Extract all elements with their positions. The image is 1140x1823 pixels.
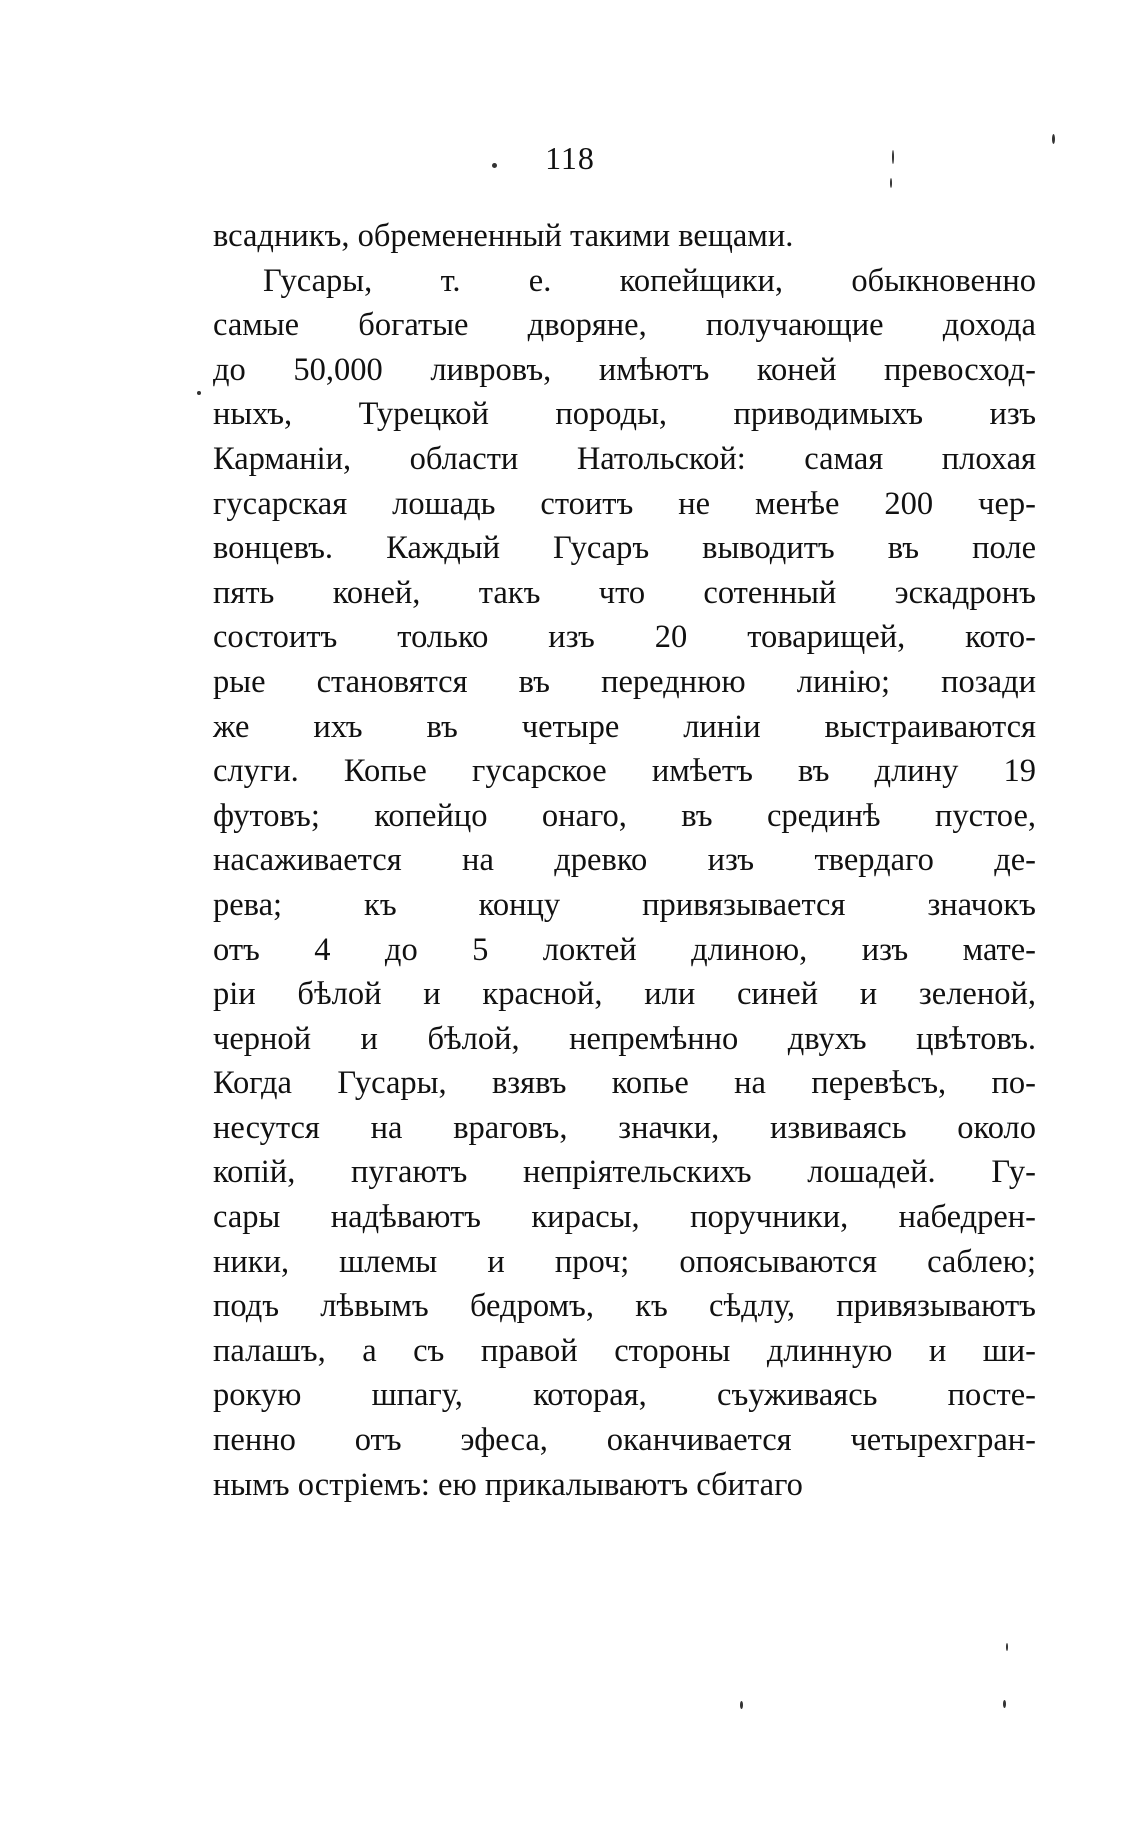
text-line: же ихъ въ четыре линіи выстраиваются <box>213 708 1036 745</box>
text-line: нымъ остріемъ: ею прикалываютъ сбитаго <box>213 1466 803 1503</box>
text-line: состоитъ только изъ 20 товарищей, кото- <box>213 619 1036 656</box>
text-line: рокую шпагу, которая, съуживаясь посте- <box>213 1377 1036 1414</box>
text-line: самые богатые дворяне, получающие дохода <box>213 307 1036 344</box>
text-line: всадникъ, обремененный такими вещами. <box>213 218 794 254</box>
text-line: черной и бѣлой, непремѣнно двухъ цвѣтовъ. <box>213 1020 1036 1057</box>
scan-speck <box>492 163 497 168</box>
text-line: футовъ; копейцо онаго, въ срединѣ пустое, <box>213 797 1036 834</box>
text-line: Когда Гусары, взявъ копье на перевѣсъ, по- <box>213 1065 1036 1102</box>
scan-speck <box>890 178 892 188</box>
text-line: отъ 4 до 5 локтей длиною, изъ мате- <box>213 931 1036 968</box>
text-line: пенно отъ эфеса, оканчивается четырехгран- <box>213 1422 1036 1459</box>
scan-speck <box>197 391 201 395</box>
scan-speck <box>1052 134 1055 144</box>
scan-speck <box>892 150 894 164</box>
text-line: сары надѣваютъ кирасы, поручники, набедрен- <box>213 1199 1036 1236</box>
text-line: рева; къ концу привязывается значокъ <box>213 886 1036 923</box>
text-line: пять коней, такъ что сотенный эскадронъ <box>213 574 1036 611</box>
scan-speck <box>1003 1700 1006 1708</box>
page-number: 118 <box>545 140 595 176</box>
text-line: до 50,000 ливровъ, имѣютъ коней превосход- <box>213 351 1036 388</box>
text-line: подъ лѣвымъ бедромъ, къ сѣдлу, привязываютъ <box>213 1288 1036 1325</box>
text-line: Карманіи, области Натольской: самая плохая <box>213 440 1036 477</box>
text-line: гусарская лошадь стоитъ не менѣе 200 чер- <box>213 485 1036 522</box>
scan-speck <box>740 1701 743 1709</box>
text-line: вонцевъ. Каждый Гусаръ выводитъ въ поле <box>213 530 1036 567</box>
text-line: палашъ, а съ правой стороны длинную и ши- <box>213 1332 1036 1369</box>
text-line: насаживается на древко изъ твердаго де- <box>213 842 1036 879</box>
scan-speck <box>1006 1643 1008 1651</box>
text-line: ныхъ, Турецкой породы, приводимыхъ изъ <box>213 396 1036 433</box>
body-text <box>213 214 1036 1507</box>
text-line: рые становятся въ переднюю линію; позади <box>213 663 1036 700</box>
text-line: ріи бѣлой и красной, или синей и зеленой, <box>213 976 1036 1013</box>
text-line: несутся на враговъ, значки, извиваясь около <box>213 1109 1036 1146</box>
text-line: слуги. Копье гусарское имѣетъ въ длину 19 <box>213 753 1036 790</box>
text-line: копій, пугаютъ непріятельскихъ лошадей. Гу- <box>213 1154 1036 1191</box>
text-line: ники, шлемы и проч; опоясываются саблею; <box>213 1243 1036 1280</box>
text-line: Гусары, т. е. копейщики, обыкновенно <box>263 262 1036 299</box>
